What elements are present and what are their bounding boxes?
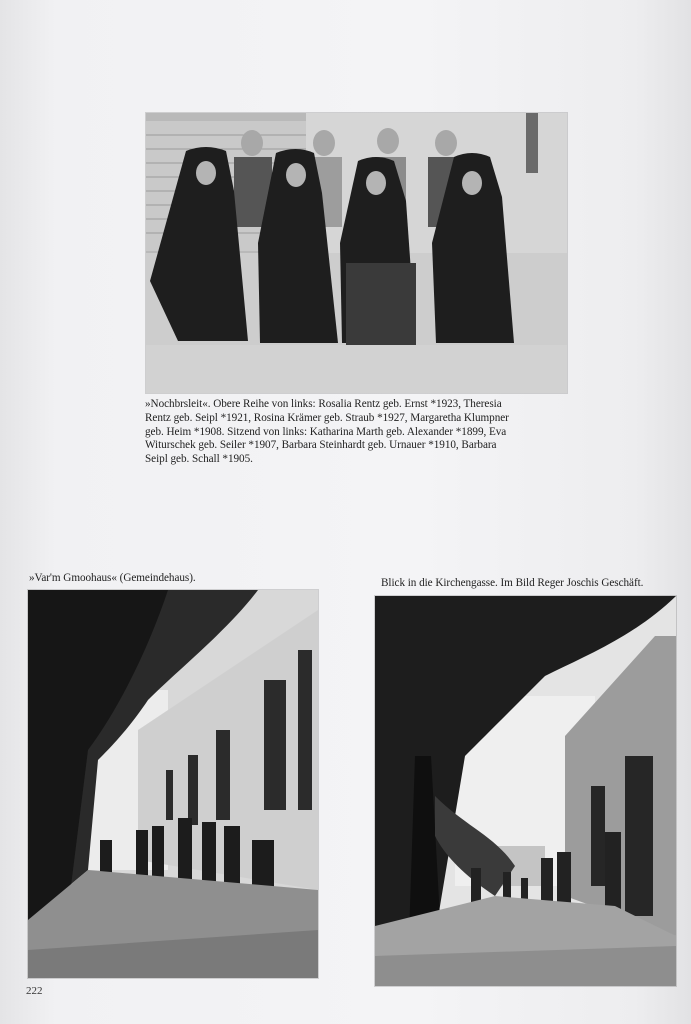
group-photo-caption (145, 398, 565, 467)
page-number: 222 (26, 985, 43, 997)
group-photo-image (146, 113, 567, 393)
caption-line: Seipl geb. Schall *1905. (145, 453, 253, 466)
kirchengasse-photo-image (375, 596, 676, 986)
caption-line: Witurschek geb. Seiler *1907, Barbara Steinhardt geb. Urnauer *1910, Barbara (145, 439, 497, 452)
kirchengasse-photo-caption: Blick in die Kirchengasse. Im Bild Reger Joschis Geschäft. (381, 577, 644, 589)
gemeindehaus-photo-image (28, 590, 318, 978)
gemeindehaus-photo (28, 590, 318, 978)
group-photo (146, 113, 567, 393)
kirchengasse-photo (375, 596, 676, 986)
caption-line: »Nochbrsleit«. Obere Reihe von links: Rosalia Rentz geb. Ernst *1923, Theresia (145, 398, 502, 410)
gemeindehaus-photo-caption: »Var'm Gmoohaus« (Gemeindehaus). (29, 572, 196, 584)
caption-line: geb. Heim *1908. Sitzend von links: Katharina Marth geb. Alexander *1899, Eva (145, 425, 507, 438)
caption-line: Rentz geb. Seipl *1921, Rosina Krämer geb. Straub *1927, Margaretha Klumpner (145, 411, 509, 424)
